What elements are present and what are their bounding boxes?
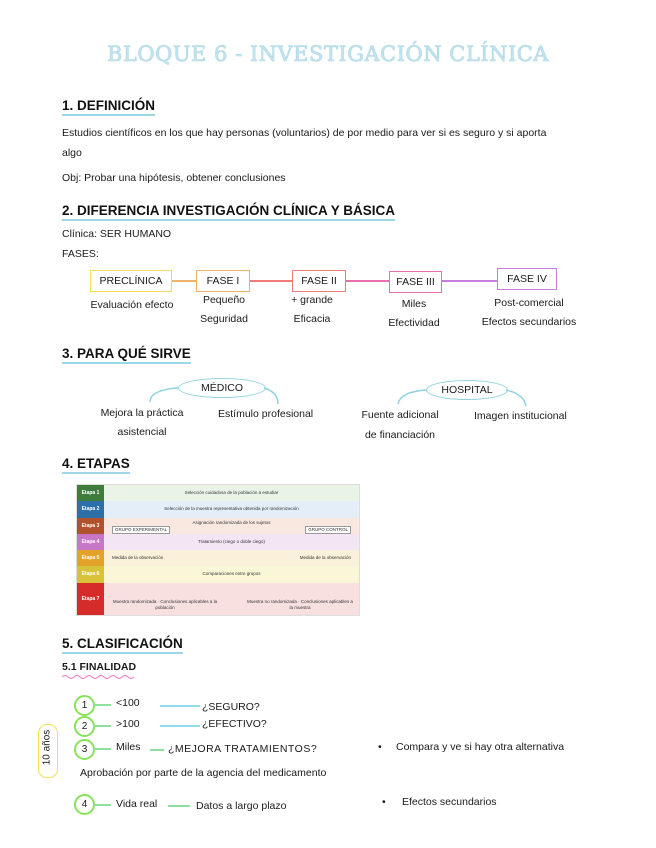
bullet-dot: • (378, 741, 382, 753)
medico-benefit-2: Estímulo profesional (218, 408, 314, 420)
arrow-line (93, 804, 111, 806)
item-2-question: ¿EFECTIVO? (202, 718, 267, 730)
phase-desc: Efectividad (388, 317, 440, 329)
dash-line (168, 805, 190, 807)
section-3-heading: 3. PARA QUÉ SIRVE (62, 346, 191, 364)
etapa-label: Etapa 7 (77, 583, 104, 616)
item-1-question: ¿SEGURO? (202, 701, 260, 713)
etapa-row (77, 583, 359, 616)
grupo-control: GRUPO CONTROL (305, 526, 351, 534)
etapa-label: Etapa 2 (77, 501, 104, 517)
etapa-row (77, 485, 359, 501)
number-circle-1: 1 (74, 695, 95, 716)
bullet-dot: • (382, 796, 386, 808)
etapa-row (77, 501, 359, 517)
item-3-count: Miles (116, 741, 141, 753)
medida-right: Medida de la observación (299, 555, 351, 560)
subsection-5-1: 5.1 FINALIDAD (62, 661, 137, 673)
phase-desc: Efectos secundarios (481, 316, 577, 328)
arrow-curve (398, 390, 426, 404)
phase-desc: + grande (291, 294, 333, 306)
arrow-curve (506, 390, 526, 406)
squiggle-underline (62, 674, 142, 680)
arrow-curve (264, 388, 278, 404)
muestra-right: Muestra no randomizada · Conclusiones aplicables a la muestra (247, 598, 353, 610)
etapas-diagram (76, 484, 360, 616)
section-1-heading: 1. DEFINICIÓN (62, 98, 155, 116)
definition-line-2: algo (62, 147, 82, 159)
medico-bubble: MÉDICO (178, 378, 266, 398)
section-5-heading: 5. CLASIFICACIÓN (62, 636, 183, 654)
etapa-content (104, 550, 359, 566)
muestra-left: Muestra randomizada · Conclusiones aplicables a la población (112, 598, 218, 610)
etapa-label: Etapa 4 (77, 534, 104, 550)
item-2-count: >100 (116, 718, 140, 730)
etapa-text: Comparaciones entre grupos (104, 566, 359, 582)
dash-line (160, 725, 200, 727)
item-4-detail: Datos a largo plazo (196, 800, 287, 812)
phase-desc: Miles (401, 298, 427, 310)
phase-desc: Eficacia (293, 313, 331, 325)
etapa-label: Etapa 3 (77, 518, 104, 534)
section-4-heading: 4. ETAPAS (62, 456, 130, 474)
etapa-label: Etapa 6 (77, 566, 104, 582)
item-1-count: <100 (116, 697, 140, 709)
dash-line (160, 705, 200, 707)
phase-fase-4: FASE IV (497, 268, 557, 290)
hospital-benefit-2: Imagen institucional (474, 410, 567, 422)
arrow-line (93, 704, 111, 706)
hospital-benefit-1a: Fuente adicional (361, 409, 439, 421)
item-4-label: Vida real (116, 798, 158, 810)
clinica-text: Clínica: SER HUMANO (62, 228, 172, 240)
definition-line-1: Estudios científicos en los que hay personas (voluntarios) de por medio para ver si es seguro y si aporta (62, 127, 547, 139)
phase-desc: Pequeño (202, 294, 246, 306)
etapa-row (77, 550, 359, 566)
number-circle-3: 3 (74, 739, 95, 760)
etapa-text: Selección cuidadosa de la población a estudiar (104, 485, 359, 501)
medida-left: Medida de la observación (112, 555, 164, 560)
arrow-line (93, 748, 111, 750)
arrow-curve (150, 388, 178, 402)
bullet-2-text: Efectos secundarios (402, 796, 497, 808)
objective-text: Obj: Probar una hipótesis, obtener conclusiones (62, 172, 286, 184)
dash-line (150, 749, 164, 751)
etapa-text: Selección de la muestra representativa obtenida por randomización (104, 501, 359, 517)
hospital-bubble: HOSPITAL (426, 380, 508, 400)
etapa-row (77, 566, 359, 582)
bullet-1-text: Compara y ve si hay otra alternativa (396, 741, 565, 753)
etapa-text: Tratamiento (ciego o doble ciego) (104, 534, 359, 550)
years-label: 10 años (41, 729, 53, 766)
grupo-experimental: GRUPO EXPERIMENTAL (112, 526, 170, 534)
section-2-heading: 2. DIFERENCIA INVESTIGACIÓN CLÍNICA Y BÁSICA (62, 203, 395, 221)
etapa-label: Etapa 5 (77, 550, 104, 566)
etapa-label: Etapa 1 (77, 485, 104, 501)
etapa-text: Asignación randomizada de los sujetos (192, 519, 271, 525)
number-circle-2: 2 (74, 716, 95, 737)
number-circle-4: 4 (74, 794, 95, 815)
approval-text: Aprobación por parte de la agencia del medicamento (80, 767, 327, 779)
medico-benefit-1a: Mejora la práctica (100, 407, 184, 419)
phase-desc: Evaluación efecto (90, 299, 174, 311)
arrow-line (93, 725, 111, 727)
medico-benefit-1b: asistencial (117, 426, 167, 438)
phase-preclinica: PRECLÍNICA (90, 270, 172, 292)
fases-label: FASES: (62, 248, 99, 260)
etapa-content (104, 583, 359, 616)
phase-fase-3: FASE III (389, 271, 442, 293)
hospital-benefit-1b: de financiación (364, 429, 436, 441)
phase-desc: Post-comercial (494, 297, 564, 309)
etapa-row (77, 518, 359, 534)
page-title: BLOQUE 6 - INVESTIGACIÓN CLÍNICA (107, 42, 549, 66)
etapa-row (77, 534, 359, 550)
phase-fase-2: FASE II (292, 270, 346, 292)
phase-fase-1: FASE I (196, 270, 250, 292)
item-3-question: ¿MEJORA TRATAMIENTOS? (168, 743, 318, 755)
etapa-content (104, 518, 359, 534)
phase-desc: Seguridad (200, 313, 248, 325)
